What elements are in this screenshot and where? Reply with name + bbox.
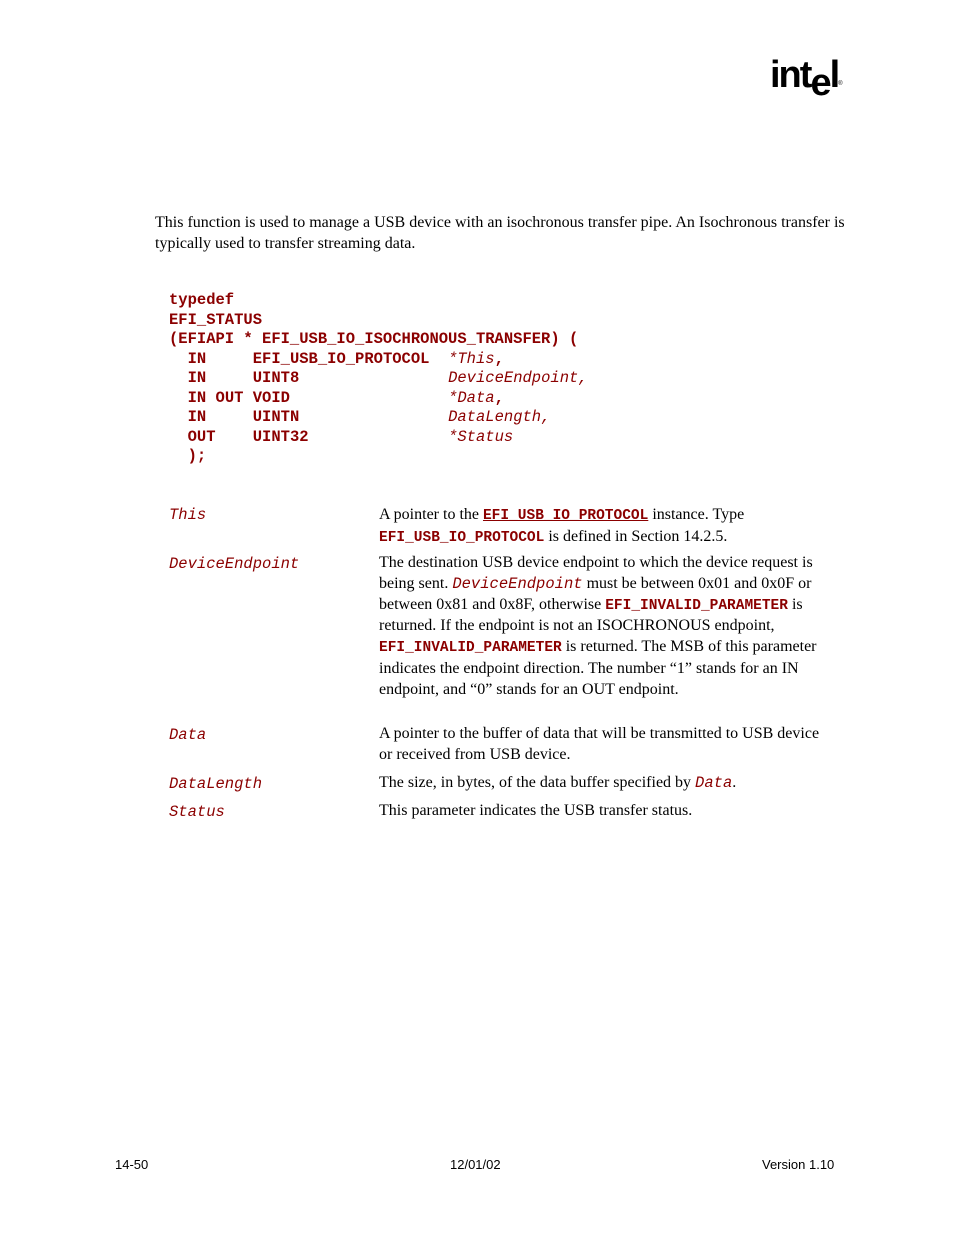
param-desc-this: A pointer to the EFI_USB_IO_PROTOCOL instance. Type EFI_USB_IO_PROTOCOL is defined in Section 14.2.5. xyxy=(379,506,745,546)
footer-version: Version 1.10 xyxy=(762,1157,835,1172)
param-desc-device-endpoint: The destination USB device endpoint to which the device request is being sent. DeviceEndpoint must be between 0x01 and 0x0F or between 0x81 and 0x8F, otherwise EFI_INVALID_PARAMETER is returned. If the endpoint is not an ISOCHRONOUS endpoint, EFI_INVALID_PARAMETER is returned. The MSB of this parameter indicates the endpoint direction. The number “1” stands for an IN endpoint, and “0” stands for an OUT endpoint. xyxy=(379,554,817,698)
intro-paragraph: This function is used to manage a USB device with an isochronous transfer pipe. An Isochronous transfer is typically used to transfer streaming data. xyxy=(155,214,845,252)
param-desc-status: This parameter indicates the USB transfer status. xyxy=(379,802,693,819)
param-name-device-endpoint: DeviceEndpoint xyxy=(169,555,300,573)
param-desc-data-length: The size, in bytes, of the data buffer specified by Data. xyxy=(379,774,737,792)
intel-logo: intel® xyxy=(770,54,843,104)
param-name-this: This xyxy=(169,506,207,524)
param-desc-data: A pointer to the buffer of data that will be transmitted to USB device or received from USB device. xyxy=(379,725,820,763)
protocol-link[interactable]: EFI_USB_IO_PROTOCOL xyxy=(482,508,649,524)
prototype-code: typedef EFI_STATUS (EFIAPI * EFI_USB_IO_ISOCHRONOUS_TRANSFER) ( IN EFI_USB_IO_PROTOCOL *This, IN UINT8 DeviceEndpoint, IN OUT VOID *Data, IN UINTN DataLength, OUT UINT32 *Status ); xyxy=(169,291,588,465)
param-name-data: Data xyxy=(169,726,207,744)
param-name-status: Status xyxy=(169,803,225,821)
footer-page-number: 14-50 xyxy=(115,1157,149,1172)
param-name-data-length: DataLength xyxy=(169,775,263,793)
footer-date: 12/01/02 xyxy=(450,1157,501,1172)
